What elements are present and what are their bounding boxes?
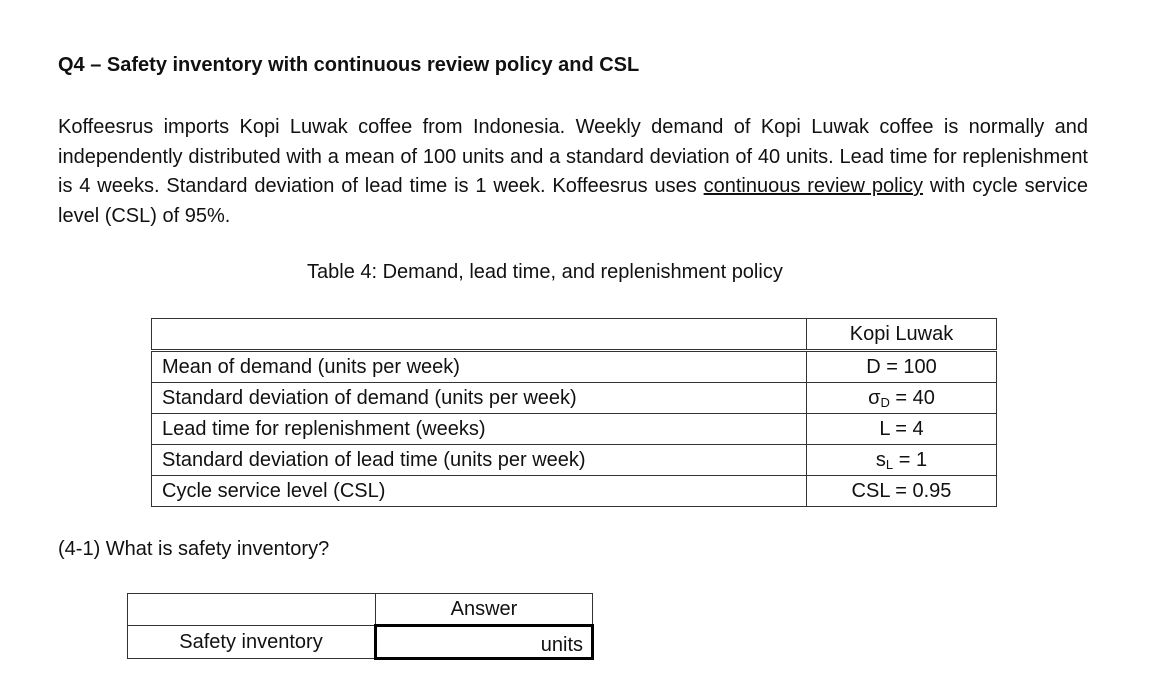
row-value-mean-demand: D = 100 bbox=[807, 351, 997, 383]
continuous-review-policy-term: continuous review policy bbox=[703, 175, 923, 198]
safety-inventory-answer-box[interactable] bbox=[376, 626, 593, 659]
row-label-lead-time: Lead time for replenishment (weeks) bbox=[152, 414, 807, 445]
safety-inventory-label: Safety inventory bbox=[128, 626, 376, 659]
problem-text: Koffeesrus imports Kopi Luwak coffee from Indonesia. Weekly demand of Kopi Luwak coffee is normally and independently distributed with a mean of 100 units and a standard deviation of 40 units. Lead time for replenishment is 4 weeks. Standard deviation of lead time is 1 week. Koffeesrus uses bbox=[58, 116, 1088, 198]
s-symbol: s bbox=[875, 448, 886, 471]
row-label-std-demand: Standard deviation of demand (units per week) bbox=[152, 383, 807, 414]
std-demand-value: = 40 bbox=[889, 386, 935, 409]
table-header-blank-cell bbox=[152, 319, 807, 351]
column-header-kopi-luwak: Kopi Luwak bbox=[807, 319, 997, 351]
std-lead-time-value: = 1 bbox=[893, 448, 928, 471]
problem-text-end: with cycle service level (CSL) of 95%. bbox=[58, 175, 1089, 227]
sigma-symbol: σ bbox=[868, 386, 881, 409]
answer-table bbox=[127, 593, 594, 660]
row-value-lead-time: L = 4 bbox=[807, 414, 997, 445]
sigma-subscript: D bbox=[880, 394, 890, 410]
row-label-mean-demand: Mean of demand (units per week) bbox=[152, 351, 807, 383]
table-row bbox=[152, 476, 997, 507]
s-subscript: L bbox=[885, 456, 894, 472]
answer-unit: units bbox=[540, 634, 583, 656]
answer-column-header: Answer bbox=[376, 594, 593, 626]
row-value-std-lead-time bbox=[807, 445, 997, 476]
table-row bbox=[152, 414, 997, 445]
table-row bbox=[152, 445, 997, 476]
problem-statement bbox=[58, 113, 1088, 231]
safety-inventory-answer-value[interactable] bbox=[401, 627, 541, 651]
row-value-std-demand bbox=[807, 383, 997, 414]
sub-question: (4-1) What is safety inventory? bbox=[58, 538, 330, 560]
table-row bbox=[152, 383, 997, 414]
table-row bbox=[152, 351, 997, 383]
question-heading: Q4 – Safety inventory with continuous review policy and CSL bbox=[58, 54, 640, 76]
table-caption: Table 4: Demand, lead time, and replenishment policy bbox=[307, 261, 783, 283]
answer-header-row bbox=[128, 594, 593, 626]
answer-row bbox=[128, 626, 593, 659]
row-label-csl: Cycle service level (CSL) bbox=[152, 476, 807, 507]
table-header-row bbox=[152, 319, 997, 351]
row-value-csl: CSL = 0.95 bbox=[807, 476, 997, 507]
parameters-table bbox=[151, 318, 997, 507]
answer-header-blank-cell bbox=[128, 594, 376, 626]
row-label-std-lead-time: Standard deviation of lead time (units per week) bbox=[152, 445, 807, 476]
